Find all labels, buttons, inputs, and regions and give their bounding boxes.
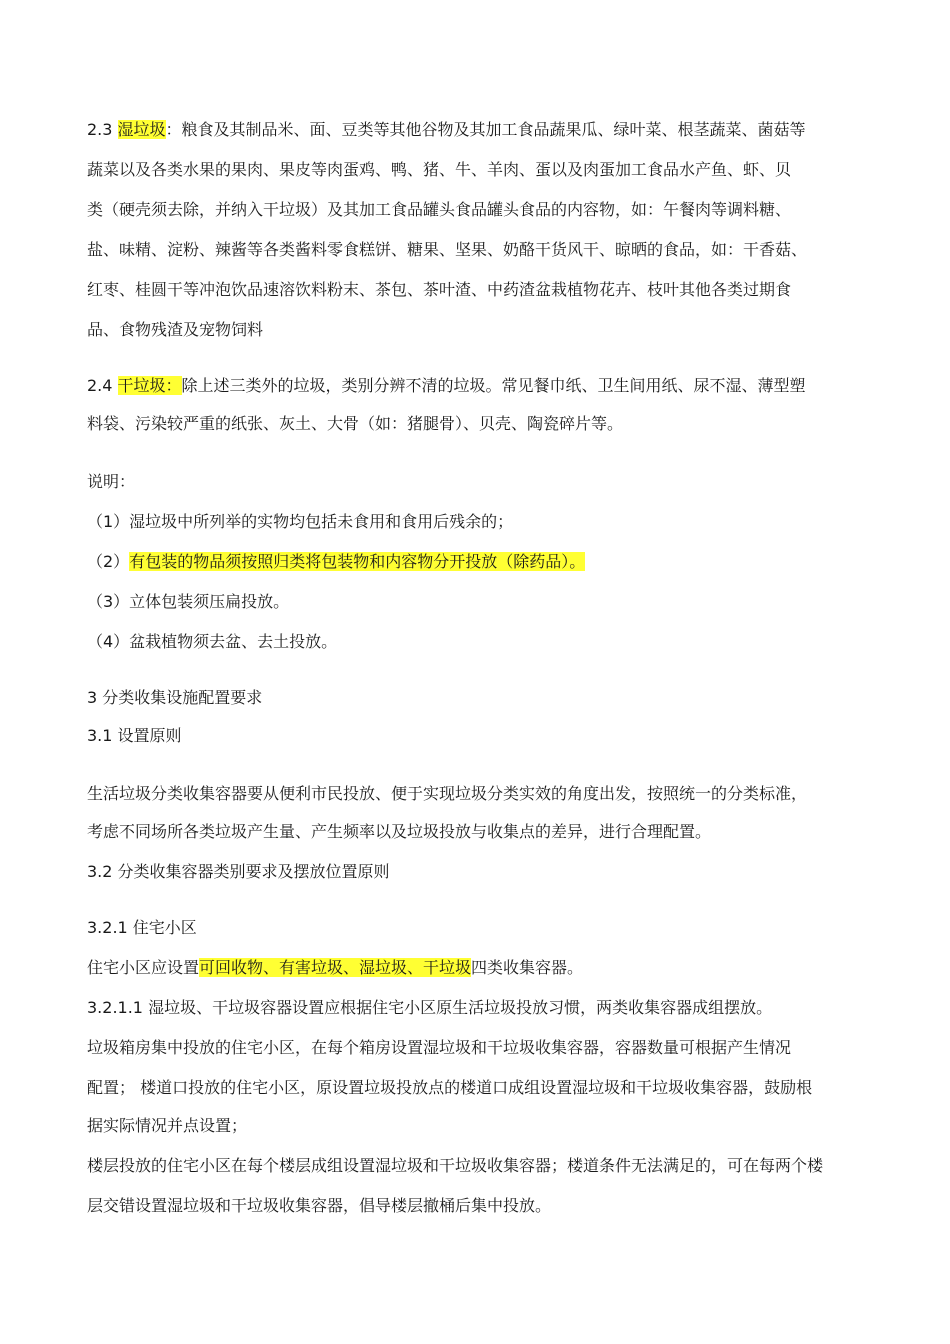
sec23-line-4: 盐、味精、淀粉、辣酱等各类酱料零食糕饼、糖果、坚果、奶酪干货风干、晾晒的食品，如：干香菇、 bbox=[87, 240, 808, 259]
requirement-highlight: 可回收物、有害垃圾、湿垃圾、干垃圾 bbox=[199, 958, 472, 977]
sec24-number: 2.4 bbox=[87, 376, 118, 395]
sec31-para-line-2: 考虑不同场所各类垃圾产生量、产生频率以及垃圾投放与收集点的差异，进行合理配置。 bbox=[87, 822, 712, 841]
sec23-line-1 bbox=[87, 118, 806, 142]
sec24-term-highlight: 干垃圾： bbox=[117, 376, 182, 395]
sec23-line-2: 蔬菜以及各类水果的果肉、果皮等肉蛋鸡、鸭、猪、牛、羊肉、蛋以及肉蛋加工食品水产鱼、虾、贝 bbox=[87, 160, 792, 179]
sec3-heading: 3 分类收集设施配置要求 bbox=[87, 688, 263, 707]
sec23-number: 2.3 bbox=[87, 120, 118, 139]
sec32-heading: 3.2 分类收集容器类别要求及摆放位置原则 bbox=[87, 862, 390, 881]
sec23-line-5: 红枣、桂圆干等冲泡饮品速溶饮料粉末、茶包、茶叶渣、中药渣盆栽植物花卉、枝叶其他各类过期食 bbox=[87, 280, 792, 299]
sec321-requirement bbox=[87, 956, 583, 980]
requirement-suffix: 四类收集容器。 bbox=[471, 958, 584, 977]
sec23-text: ：粮食及其制品米、面、豆类等其他谷物及其加工食品蔬果瓜、绿叶菜、根茎蔬菜、菌菇等 bbox=[165, 120, 806, 139]
sec3211-line: 3.2.1.1 湿垃圾、干垃圾容器设置应根据住宅小区原生活垃圾投放习惯，两类收集容器成组摆放。 bbox=[87, 998, 773, 1017]
note-2-prefix: （2） bbox=[87, 552, 130, 571]
sec24-text: 除上述三类外的垃圾，类别分辨不清的垃圾。常见餐巾纸、卫生间用纸、尿不湿、薄型塑 bbox=[181, 376, 806, 395]
note-3: （3）立体包装须压扁投放。 bbox=[87, 592, 290, 611]
sec321-heading: 3.2.1 住宅小区 bbox=[87, 918, 197, 937]
para-c-line-1: 楼层投放的住宅小区在每个楼层成组设置湿垃圾和干垃圾收集容器；楼道条件无法满足的，可在每两个楼 bbox=[87, 1156, 824, 1175]
note-4: （4）盆栽植物须去盆、去土投放。 bbox=[87, 632, 338, 651]
sec24-line-1 bbox=[87, 374, 806, 398]
para-b-line-2: 配置； 楼道口投放的住宅小区，原设置垃圾投放点的楼道口成组设置湿垃圾和干垃圾收集容器，鼓励根 bbox=[87, 1078, 813, 1097]
sec24-line-2: 料袋、污染较严重的纸张、灰土、大骨（如：猪腿骨）、贝壳、陶瓷碎片等。 bbox=[87, 414, 624, 433]
sec23-term-highlight: 湿垃圾 bbox=[117, 120, 166, 139]
note-2 bbox=[87, 550, 585, 574]
note-1: （1）湿垃圾中所列举的实物均包括未食用和食用后残余的； bbox=[87, 512, 514, 531]
sec31-heading: 3.1 设置原则 bbox=[87, 726, 182, 745]
para-b-line-3: 据实际情况并点设置； bbox=[87, 1116, 248, 1135]
note-2-highlight: 有包装的物品须按照归类将包装物和内容物分开投放（除药品）。 bbox=[129, 552, 586, 571]
requirement-prefix: 住宅小区应设置 bbox=[87, 958, 200, 977]
sec23-line-6: 品、食物残渣及宠物饲料 bbox=[87, 320, 264, 339]
para-b-line-1: 垃圾箱房集中投放的住宅小区，在每个箱房设置湿垃圾和干垃圾收集容器，容器数量可根据产生情况 bbox=[87, 1038, 792, 1057]
sec31-para-line-1: 生活垃圾分类收集容器要从便利市民投放、便于实现垃圾分类实效的角度出发，按照统一的分类标准， bbox=[87, 784, 808, 803]
notes-title: 说明： bbox=[87, 472, 136, 491]
sec23-line-3: 类（硬壳须去除，并纳入干垃圾）及其加工食品罐头食品罐头食品的内容物，如：午餐肉等调料糖、 bbox=[87, 200, 792, 219]
para-c-line-2: 层交错设置湿垃圾和干垃圾收集容器，倡导楼层撤桶后集中投放。 bbox=[87, 1196, 552, 1215]
